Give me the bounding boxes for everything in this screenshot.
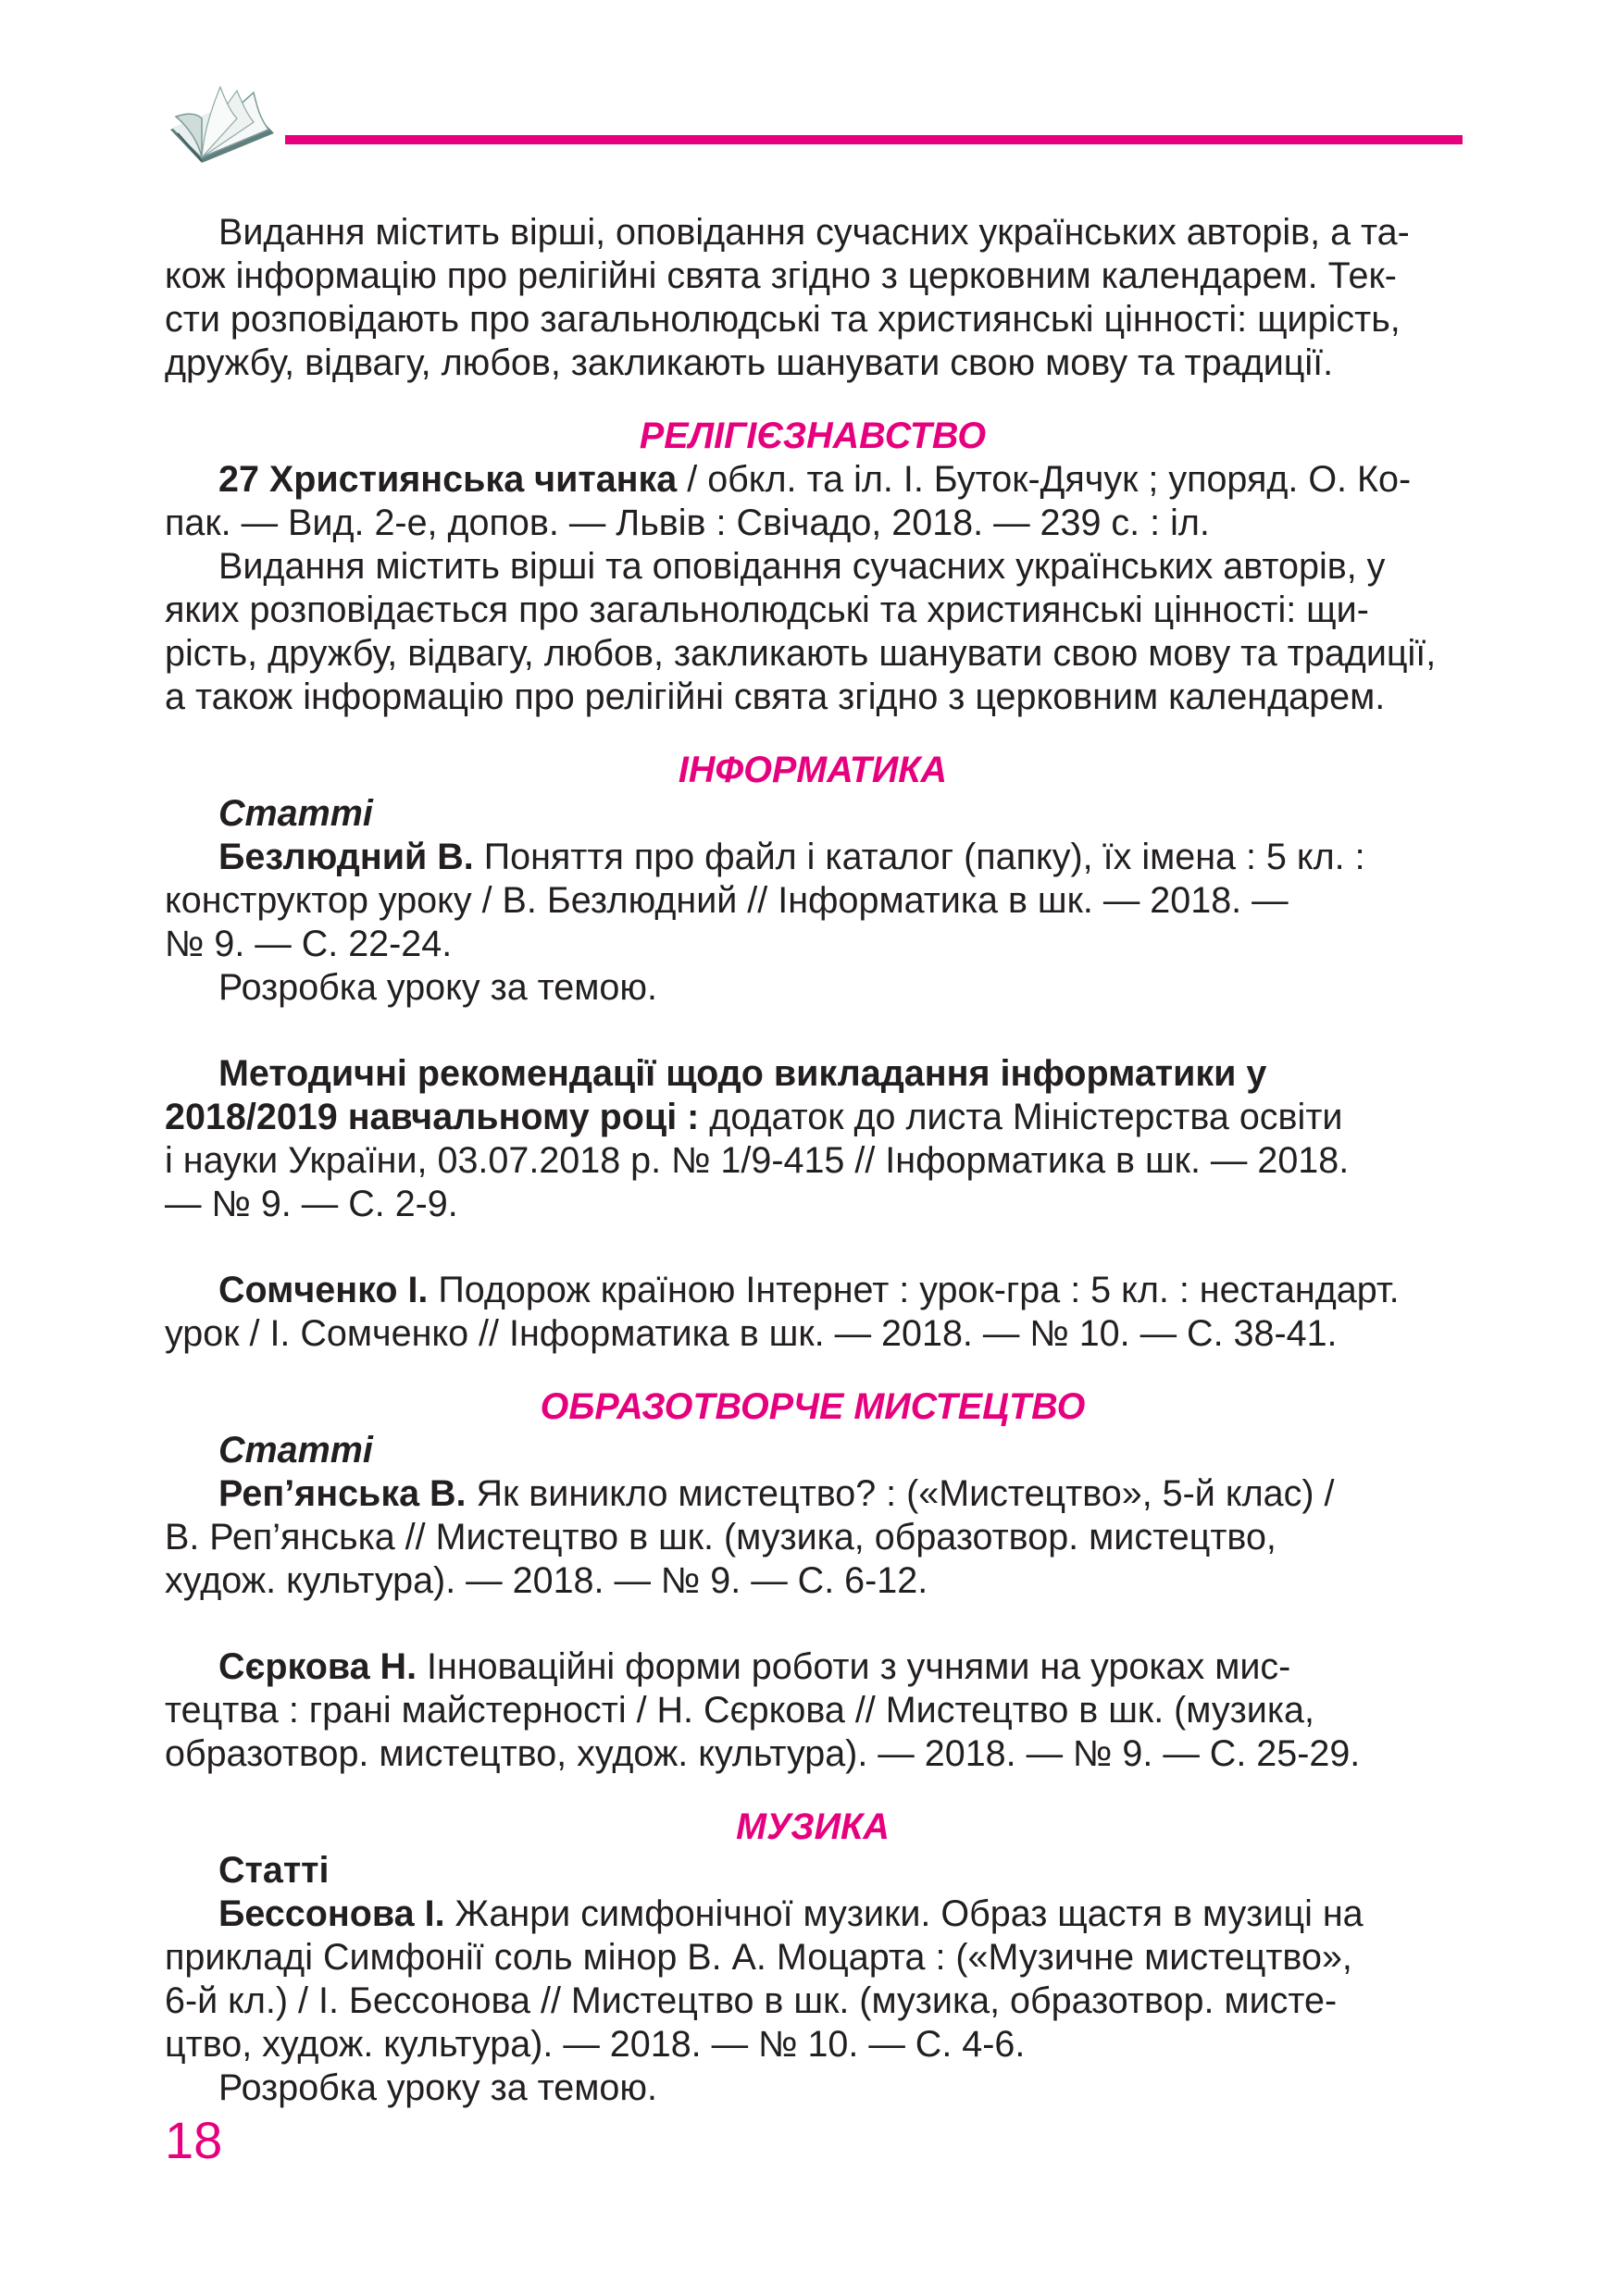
entry-text: Поняття про файл і каталог (папку), їх імена : 5 кл. : xyxy=(473,837,1365,877)
entry-line: худож. культура). — 2018. — № 9. — С. 6-12. xyxy=(165,1560,928,1601)
intro-line: кож інформацію про релігійні свята згідно з церковним календарем. Тек- xyxy=(165,255,1397,296)
entry-line xyxy=(165,458,1461,502)
entry-title: Методичні рекомендації щодо викладання інформатики у xyxy=(218,1053,1267,1094)
entry-line: урок / І. Сомченко // Інформатика в шк. — 2018. — № 10. — С. 38-41. xyxy=(165,1313,1338,1354)
entry-author: Реп’янська В. xyxy=(218,1473,467,1514)
entry-line: образотвор. мистецтво, худож. культура). — 2018. — № 9. — С. 25-29. xyxy=(165,1733,1361,1774)
entry-text: / обкл. та іл. І. Буток-Дячук ; упоряд. О. Ко- xyxy=(677,459,1412,500)
entry-text: Жанри симфонічної музики. Образ щастя в музиці на xyxy=(444,1893,1364,1934)
intro-line: сти розповідають про загальнолюдські та християнські цінності: щирість, xyxy=(165,299,1401,340)
entry-line xyxy=(165,1096,1461,1139)
page-content xyxy=(165,211,1461,2110)
entry-author: Сомченко І. xyxy=(218,1270,429,1310)
entry-author: Безлюдний В. xyxy=(218,837,474,877)
entry-line xyxy=(165,1472,1461,1516)
entry-line xyxy=(165,1052,1461,1096)
entry-line: цтво, худож. культура). — 2018. — № 10. — С. 4-6. xyxy=(165,2024,1026,2065)
subheading: Статті xyxy=(218,793,373,834)
entry-line xyxy=(165,1645,1461,1689)
intro-line: дружбу, відвагу, любов, закликають шанувати свою мову та традиції. xyxy=(165,342,1334,383)
subheading: Статті xyxy=(218,1850,330,1891)
description-line: Видання містить вірші та оповідання сучасних українських авторів, у xyxy=(218,546,1386,587)
entry-author: Бессонова І. xyxy=(218,1893,445,1934)
entry-text: Інноваційні форми роботи з учнями на уроках мис- xyxy=(417,1646,1291,1687)
description-line: а також інформацію про релігійні свята згідно з церковним календарем. xyxy=(165,676,1386,717)
entry-line: — № 9. — С. 2-9. xyxy=(165,1184,458,1224)
entry-line: прикладі Симфонії соль мінор В. А. Моцарта : («Музичне мистецтво», xyxy=(165,1937,1352,1978)
description-line: яких розповідається про загальнолюдські та християнські цінності: щи- xyxy=(165,590,1369,630)
entry-note: Розробка уроку за темою. xyxy=(218,2067,657,2108)
entry-line: пак. — Вид. 2-е, допов. — Львів : Свічадо, 2018. — 239 с. : іл. xyxy=(165,503,1210,543)
entry-author: Сєркова Н. xyxy=(218,1646,417,1687)
entry-title: 2018/2019 навчальному році : xyxy=(165,1097,700,1137)
section-heading-art: ОБРАЗОТВОРЧЕ МИСТЕЦТВО xyxy=(540,1386,1086,1427)
section-heading-religion: РЕЛІГІЄЗНАВСТВО xyxy=(639,416,987,456)
header-rule xyxy=(285,135,1463,144)
intro-line: Видання містить вірші, оповідання сучасних українських авторів, а та- xyxy=(218,212,1410,253)
entry-line: конструктор уроку / В. Безлюдний // Інформатика в шк. — 2018. — xyxy=(165,880,1289,921)
entry-line: В. Реп’янська // Мистецтво в шк. (музика, образотвор. мистецтво, xyxy=(165,1517,1277,1558)
entry-line xyxy=(165,1893,1461,1936)
section-heading-informatics: ІНФОРМАТИКА xyxy=(678,750,948,790)
entry-line xyxy=(165,836,1461,879)
open-book-icon xyxy=(165,76,287,168)
subheading: Статті xyxy=(218,1430,373,1471)
entry-line: 6-й кл.) / І. Бессонова // Мистецтво в шк. (музика, образотвор. мисте- xyxy=(165,1980,1338,2021)
entry-line: тецтва : грані майстерності / Н. Сєркова // Мистецтво в шк. (музика, xyxy=(165,1690,1314,1731)
entry-line: № 9. — С. 22-24. xyxy=(165,924,453,964)
page-number: 18 xyxy=(165,2111,223,2169)
entry-text: Подорож країною Інтернет : урок-гра : 5 кл. : нестандарт. xyxy=(428,1270,1400,1310)
section-heading-music: МУЗИКА xyxy=(736,1806,890,1847)
entry-line xyxy=(165,1269,1461,1312)
entry-line: і науки України, 03.07.2018 р. № 1/9-415 // Інформатика в шк. — 2018. xyxy=(165,1140,1350,1181)
description-line: рість, дружбу, відвагу, любов, закликають шанувати свою мову та традиції, xyxy=(165,633,1437,674)
entry-text: додаток до листа Міністерства освіти xyxy=(699,1097,1343,1137)
entry-title: 27 Християнська читанка xyxy=(218,459,678,500)
entry-note: Розробка уроку за темою. xyxy=(218,967,657,1008)
entry-text: Як виникло мистецтво? : («Мистецтво», 5-й клас) / xyxy=(466,1473,1335,1514)
